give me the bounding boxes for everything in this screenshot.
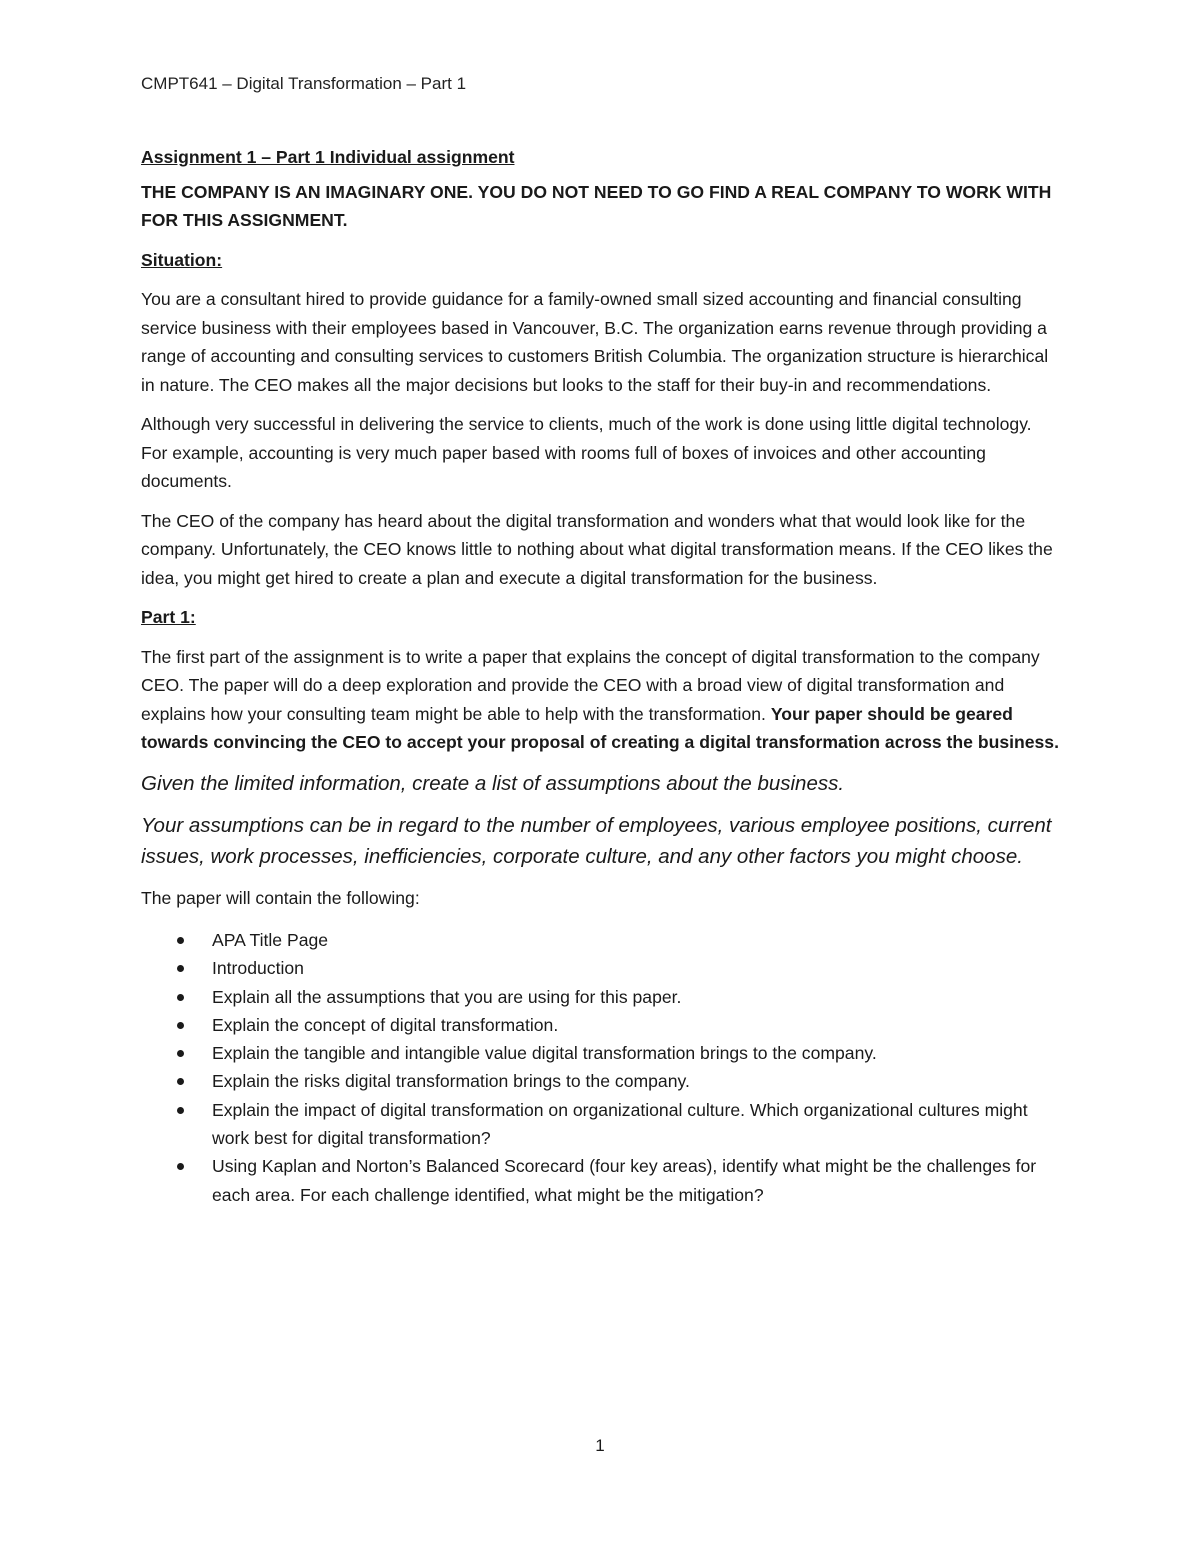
list-item: Explain the tangible and intangible value digital transformation brings to the company. xyxy=(141,1039,1061,1067)
bullet-icon xyxy=(177,1163,184,1170)
situation-paragraph: You are a consultant hired to provide guidance for a family-owned small sized accounting and financial consulting service business with their employees based in Vancouver, B.C. The organization earns revenue through providing a range of accounting and consulting services to customers British Columbia. The organization structure is hierarchical in nature. The CEO makes all the major decisions but looks to the staff for their buy-in and recommendations. xyxy=(141,289,1049,395)
list-item: Explain the impact of digital transformation on organizational culture. Which organizational cultures might work best for digital transformation? xyxy=(141,1096,1061,1153)
bullet-icon xyxy=(177,1050,184,1057)
bullet-icon xyxy=(177,937,184,944)
situation-paragraph: The CEO of the company has heard about the digital transformation and wonders what that would look like for the company. Unfortunately, the CEO knows little to nothing about what digital transformation means. If the CEO likes the idea, you might get hired to create a plan and execute a digital transformation for the business. xyxy=(141,510,1053,588)
running-header: CMPT641 – Digital Transformation – Part 1 xyxy=(141,74,467,93)
situation-heading: Situation: xyxy=(141,249,223,270)
bullet-icon xyxy=(177,1022,184,1029)
list-item: Explain the concept of digital transformation. xyxy=(141,1011,1061,1039)
part1-intro-text: The first part of the assignment is to write a paper that explains the concept of digital transformation to the company CEO. The paper will do a deep exploration and provide the CEO with a broad view of digital transformation and explains how your consulting team might be able to help with the transformation. xyxy=(141,646,1040,724)
assumptions-guidance: Your assumptions can be in regard to the number of employees, various employee positions, current issues, work processes, inefficiencies, corporate culture, and any other factors you might choose. xyxy=(141,813,1052,868)
list-item: Explain all the assumptions that you are using for this paper. xyxy=(141,983,1061,1011)
situation-paragraph: Although very successful in delivering the service to clients, much of the work is done using little digital technology. For example, accounting is very much paper based with rooms full of boxes of invoices and other accounting documents. xyxy=(141,414,1032,491)
bullet-icon xyxy=(177,994,184,1001)
part1-intro xyxy=(141,643,1061,757)
assignment-title: Assignment 1 – Part 1 Individual assignment xyxy=(141,147,515,167)
requirements-list xyxy=(141,926,1061,1209)
list-item: Using Kaplan and Norton’s Balanced Scorecard (four key areas), identify what might be the challenges for each area. For each challenge identified, what might be the mitigation? xyxy=(141,1152,1061,1209)
page-number: 1 xyxy=(595,1436,605,1455)
bullet-icon xyxy=(177,1078,184,1085)
bullet-icon xyxy=(177,965,184,972)
assumptions-instruction: Given the limited information, create a list of assumptions about the business. xyxy=(141,771,845,795)
part1-intro-emphasis: Your paper should be geared towards convincing the CEO to accept your proposal of creating a digital transformation across the business. xyxy=(141,703,1059,752)
document-body xyxy=(141,143,1061,1209)
imaginary-company-notice: THE COMPANY IS AN IMAGINARY ONE. YOU DO NOT NEED TO GO FIND A REAL COMPANY TO WORK WITH FOR THIS ASSIGNMENT. xyxy=(141,181,1052,230)
list-item: Explain the risks digital transformation brings to the company. xyxy=(141,1067,1061,1095)
list-item: Introduction xyxy=(141,954,1061,982)
bullet-icon xyxy=(177,1107,184,1114)
list-intro: The paper will contain the following: xyxy=(141,887,420,908)
part1-heading: Part 1: xyxy=(141,607,196,627)
list-item: APA Title Page xyxy=(141,926,1061,954)
